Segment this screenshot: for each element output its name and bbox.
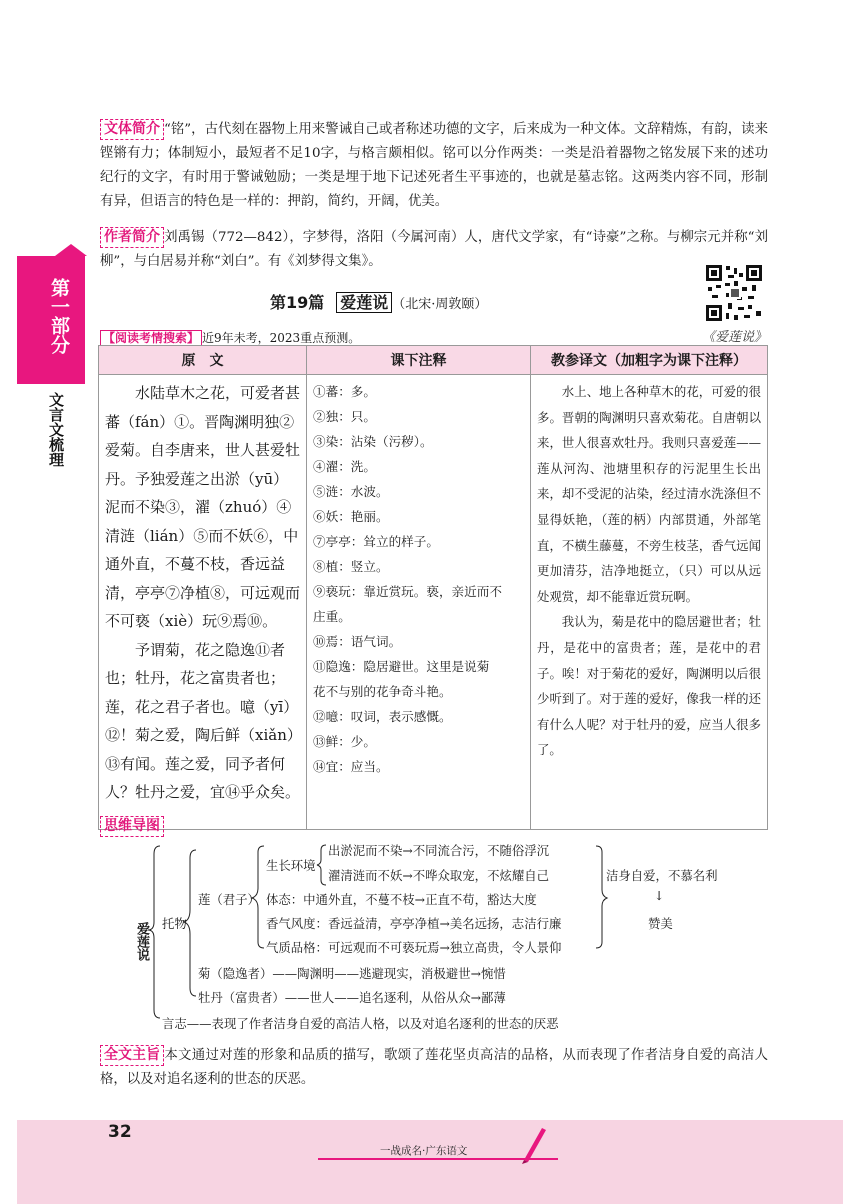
note-item: ⑤涟：水波。 (313, 484, 389, 499)
mindmap-mudan: 牡丹（富贵者）——世人——追名逐利，从俗从众→鄙薄 (198, 990, 506, 1005)
translation-paragraph-1: 水上、地上各种草木的花，可爱的很多。晋朝的陶渊明只喜欢菊花。自唐朝以来，世人很喜欢牡丹。我则只喜爱莲——莲从河沟、池塘里积存的污泥里生长出来，却不受泥的沾染，经过清水洗涤但不显得妖艳，（莲的柄）内部贯通，外部笔直，不横生藤蔓，不旁生枝茎，香气远闻更加清芬，洁净地挺立，（只）可以从远处观赏，却不能靠近赏玩啊。 (537, 384, 761, 604)
mindmap-line-3: 体态：中通外直，不蔓不枝→正直不苟，豁达大度 (266, 892, 537, 907)
mindmap-yanzhi: 言志——表现了作者洁身自爱的高洁人格，以及对追名逐利的世态的厌恶 (162, 1016, 559, 1031)
original-text-cell (99, 375, 307, 830)
mindmap-root: 爱莲说 (134, 922, 149, 961)
original-paragraph-1: 水陆草木之花，可爱者甚蕃（fán）①。晋陶渊明独②爱菊。自李唐来，世人甚爱牡丹。予独爱莲之出淤（yū）泥而不染③，濯（zhuó）④清涟（lián）⑤而不妖⑥，中通外直，不蔓不枝，香远益清，亭亭⑦净植⑧，可远观而不可亵（xiè）玩⑨焉⑩。 (105, 384, 301, 630)
note-item: ⑧植：竖立。 (313, 559, 389, 574)
note-item: ②独：只。 (313, 409, 376, 424)
pen-icon (520, 1124, 550, 1164)
mindmap-line-4: 香气风度：香远益清，亭亭净植→美名远扬，志洁行廉 (266, 916, 562, 931)
sidebar-title: 第一部分 (48, 278, 70, 354)
sidebar-subtitle: 文言文梳理 (47, 392, 65, 467)
header-original: 原 文 (99, 346, 307, 375)
mindmap-right-2: 赞美 (648, 916, 673, 931)
mindmap-line-2: 濯清涟而不妖→不哗众取宠，不炫耀自己 (328, 868, 550, 883)
footer-band (17, 1120, 843, 1204)
note-item: 花不与别的花争奇斗艳。 (313, 684, 452, 699)
mindmap-shengzhang: 生长环境 (266, 858, 316, 873)
note-item: ⑫噫：叹词，表示感慨。 (313, 709, 452, 724)
intro-section (100, 118, 768, 214)
author-tag: 作者简介 (100, 227, 164, 248)
note-item: ④濯：洗。 (313, 459, 376, 474)
mindmap-arrow: ↓ (654, 888, 665, 903)
theme-text: 本文通过对莲的形象和品质的描写，歌颂了莲花坚贞高洁的品格，从而表现了作者洁身自爱的高洁人格，以及对追名逐利的世态的厌恶。 (100, 1048, 768, 1087)
mindmap-line-5: 气质品格：可远观而不可亵玩焉→独立高贵，令人景仰 (266, 940, 562, 955)
author-text: 刘禹锡（772—842），字梦得，洛阳（今属河南）人，唐代文学家，有“诗豪”之称。与柳宗元并称“刘柳”，与白居易并称“刘白”。有《刘梦得文集》。 (100, 230, 768, 269)
author-section (100, 226, 768, 274)
article-title: 爱莲说 (336, 292, 392, 313)
mindmap-ju: 菊（隐逸者）——陶渊明——逃避现实，消极避世→惋惜 (198, 966, 506, 981)
qr-caption: 《爱莲说》 (702, 330, 768, 345)
mindmap-tag: 思维导图 (100, 816, 164, 837)
footer-brand: 一战成名·广东语文 (380, 1145, 468, 1157)
note-item: ⑨亵玩：靠近赏玩。亵，亲近而不 (313, 584, 502, 599)
original-paragraph-2: 予谓菊，花之隐逸⑪者也；牡丹，花之富贵者也；莲，花之君子者也。噫（yī）⑫！菊之爱，陶后鲜（xiǎn）⑬有闻。莲之爱，同予者何人？牡丹之爱，宜⑭乎众矣。 (105, 640, 301, 801)
mindmap (130, 838, 770, 1038)
text-table (98, 345, 768, 830)
search-bar (100, 329, 360, 346)
note-item: ⑭宜：应当。 (313, 759, 389, 774)
search-text: 近9年未考，2023重点预测。 (202, 331, 361, 345)
intro-text: “铭”，古代刻在器物上用来警诫自己或者称述功德的文字，后来成为一种文体。文辞精炼，有韵，读来铿锵有力；体制短小，最短者不足10字，与格言颇相似。铭可以分作两类：一类是沿着器物之铭发展下来的述功纪行的文字，有时用于警诫勉励；一类是埋于地下记述死者生平事迹的，也就是墓志铭。这两类内容不同，形制有异，但语言的特色是一样的：押韵，简约，开阔，优美。 (100, 122, 768, 209)
theme-section (100, 1044, 768, 1092)
note-item: ⑦亭亭：耸立的样子。 (313, 534, 439, 549)
header-notes: 课下注释 (307, 346, 531, 375)
mindmap-line-1: 出淤泥而不染→不同流合污，不随俗浮沉 (328, 843, 550, 858)
note-item: ⑪隐逸：隐居避世。这里是说菊 (313, 659, 490, 674)
note-item: ⑩焉：语气词。 (313, 634, 402, 649)
notes-cell (307, 375, 531, 830)
translation-paragraph-2: 我认为，菊是花中的隐居避世者；牡丹，是花中的富贵者；莲，是花中的君子。唉！对于菊花的爱好，陶渊明以后很少听到了。对于莲的爱好，像我一样的还有什么人呢？对于牡丹的爱，应当人很多了。 (537, 614, 761, 758)
mindmap-lian: 莲（君子） (198, 892, 260, 907)
intro-tag: 文体简介 (100, 119, 164, 140)
header-translation: 教参译文（加粗字为课下注释） (531, 346, 768, 375)
translation-cell (531, 375, 768, 830)
page-number: 32 (108, 1122, 132, 1142)
article-header (270, 290, 487, 313)
article-meta: （北宋·周敦颐） (392, 297, 488, 312)
qr-code-icon[interactable] (704, 263, 764, 323)
mindmap-tuowu: 托物 (162, 916, 187, 931)
note-item: ⑬鲜：少。 (313, 734, 376, 749)
search-tag: 【阅读考情搜索】 (100, 330, 202, 346)
note-item: 庄重。 (313, 609, 351, 624)
sidebar-pointer (55, 244, 87, 256)
note-item: ③染：沾染（污秽）。 (313, 434, 433, 449)
mindmap-tag-wrap (100, 815, 164, 837)
note-item: ⑥妖：艳丽。 (313, 509, 389, 524)
article-number: 第19篇 (270, 293, 325, 312)
mindmap-right-1: 洁身自爱，不慕名利 (606, 868, 718, 883)
note-item: ①蕃：多。 (313, 384, 376, 399)
theme-tag: 全文主旨 (100, 1045, 164, 1066)
